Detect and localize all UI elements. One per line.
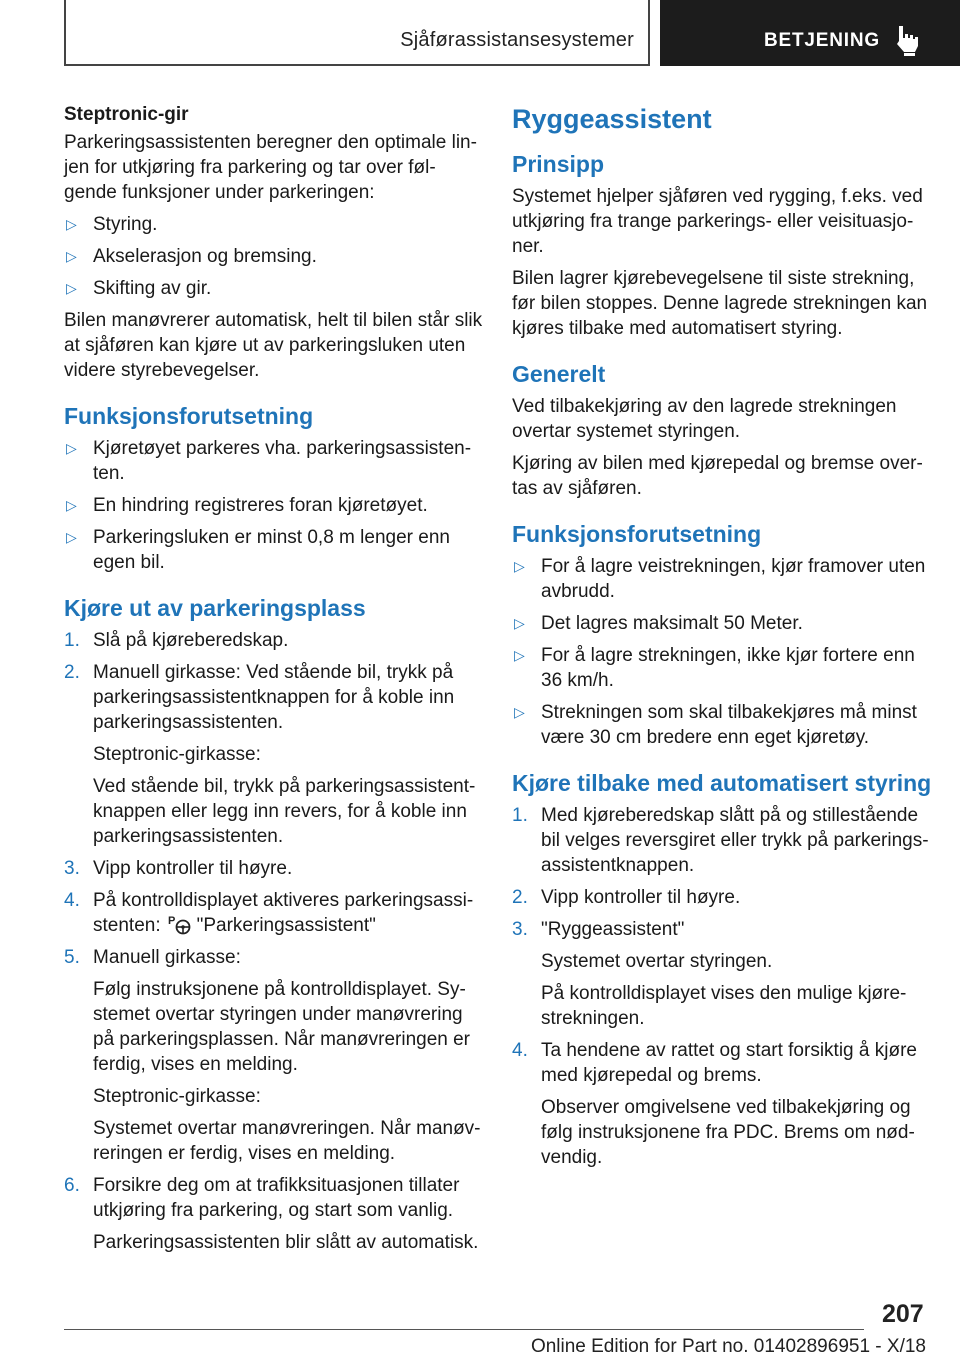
step-item: 1. Slå på kjøreberedskap. (64, 630, 289, 651)
step-number: 4. (64, 890, 80, 911)
list-item: ▷ Parkeringsluken er minst 0,8 m lenger enn egen bil. (66, 527, 450, 573)
function-list (64, 212, 484, 301)
list-item: ▷ Kjøretøyet parkeres vha. parkeringsassisten-ten. (66, 438, 472, 484)
triangle-bullet-icon: ▷ (514, 615, 525, 631)
header-section-title: Sjåførassistansesystemer (400, 29, 634, 51)
general-heading: Generelt (512, 361, 606, 387)
general-paragraph: Ved tilbakekjøring av den lagrede strekningen overtar systemet styringen. (512, 396, 897, 442)
header-chapter-tab (660, 0, 960, 66)
triangle-bullet-icon: ▷ (66, 440, 77, 456)
step-number: 4. (512, 1040, 528, 1061)
step-number: 3. (64, 858, 80, 879)
svg-text:P: P (167, 915, 175, 927)
step-number: 5. (64, 947, 80, 968)
pointing-hand-icon (892, 24, 922, 56)
after-paragraph: Bilen manøvrerer automatisk, helt til bilen står slik at sjåføren kan kjøre ut av parkeringsluken uten videre styrebevegelser. (64, 310, 483, 381)
step-item: 6. Forsikre deg om at trafikksituasjonen tillater utkjøring fra parkering, og start som vanlig. Parkeringsassistenten blir slått av automatisk. (64, 1175, 479, 1253)
parking-assistant-icon (167, 913, 193, 935)
header-chapter-title: BETJENING (764, 30, 880, 51)
step-item: 3. "Ryggeassistent" Systemet overtar styringen. På kontrolldisplayet vises den mulige kjøre-strekningen. (512, 919, 907, 1029)
principle-paragraph: Bilen lagrer kjørebevegelsene til siste strekning, før bilen stoppes. Denne lagrede strekningen kan kjøres tilbake med automatisert styring. (512, 268, 928, 339)
list-item: ▷ Strekningen som skal tilbakekjøres må minst være 30 cm bredere enn eget kjøretøy. (514, 702, 917, 748)
principle-paragraph: Systemet hjelper sjåføren ved rygging, f.eks. ved utkjøring fra trange parkerings- eller veisituasjo-ner. (512, 186, 923, 257)
steptronic-heading: Steptronic-gir (64, 104, 189, 125)
step-number: 3. (512, 919, 528, 940)
triangle-bullet-icon: ▷ (66, 216, 77, 232)
list-item: ▷ En hindring registreres foran kjøretøyet. (66, 495, 428, 516)
exit-steps (64, 628, 484, 1255)
triangle-bullet-icon: ▷ (514, 647, 525, 663)
step-item: 4. Ta hendene av rattet og start forsiktig å kjøre med kjørepedal og brems. Observer omgivelsene ved tilbakekjøring og følg instruksjonene fra PDC. Brems om nød-vendig. (512, 1040, 917, 1168)
step-item: 2. Vipp kontroller til høyre. (512, 887, 741, 908)
left-column (64, 100, 484, 1262)
exit-heading: Kjøre ut av parkeringsplass (64, 595, 366, 621)
step-item: 1. Med kjøreberedskap slått på og stillestående bil velges reversgiret eller trykk på parkerings-assistentknappen. (512, 805, 929, 876)
right-column (512, 100, 932, 1177)
principle-heading: Prinsipp (512, 151, 605, 177)
step-item: 4. På kontrolldisplayet aktiveres parkeringsassi-stenten: P "Parkeringsassistent" (64, 890, 474, 936)
triangle-bullet-icon: ▷ (66, 529, 77, 545)
prereq-heading: Funksjonsforutsetning (64, 403, 314, 429)
list-item: ▷ For å lagre veistrekningen, kjør framover uten avbrudd. (514, 556, 926, 602)
step-item: 3. Vipp kontroller til høyre. (64, 858, 293, 879)
prereq-list (64, 436, 484, 575)
step-item: 5. Manuell girkasse: Følg instruksjonene på kontrolldisplayet. Sy-stemet overtar styringen under manøvrering på parkeringsplassen. Når manøvreringen er ferdig, vises en melding. Steptronic-girkasse: Systemet overtar manøvreringen. Når manøv-reringen er ferdig, vises en melding. (64, 947, 481, 1164)
step-item: 2. Manuell girkasse: Ved stående bil, trykk på parkeringsassistentknappen for å koble inn parkeringsassistenten. Steptronic-girkasse: Ved stående bil, trykk på parkeringsassistent-knappen eller legg inn revers, for å koble inn parkeringsassistenten. (64, 662, 476, 847)
auto-steps (512, 803, 932, 1170)
step-number: 2. (512, 887, 528, 908)
page-number: 207 (882, 1300, 924, 1328)
footer-edition: Online Edition for Part no. 01402896951 - X/18 (530, 1336, 926, 1357)
triangle-bullet-icon: ▷ (66, 248, 77, 264)
list-item: ▷ For å lagre strekningen, ikke kjør fortere enn 36 km/h. (514, 645, 915, 691)
auto-heading: Kjøre tilbake med automatisert styring (512, 770, 932, 796)
list-item: ▷ Akselerasjon og bremsing. (66, 246, 317, 267)
triangle-bullet-icon: ▷ (66, 280, 77, 296)
list-item: ▷ Styring. (66, 214, 158, 235)
step-number: 1. (512, 805, 528, 826)
footer-divider (64, 1329, 864, 1330)
prereq-list (512, 554, 932, 750)
prereq-heading: Funksjonsforutsetning (512, 521, 762, 547)
header-section-frame (64, 0, 650, 66)
triangle-bullet-icon: ▷ (514, 704, 525, 720)
list-item: ▷ Det lagres maksimalt 50 Meter. (514, 613, 803, 634)
step-number: 6. (64, 1175, 80, 1196)
triangle-bullet-icon: ▷ (514, 558, 525, 574)
general-paragraph: Kjøring av bilen med kjørepedal og bremse over-tas av sjåføren. (512, 453, 923, 499)
step-number: 2. (64, 662, 80, 683)
triangle-bullet-icon: ▷ (66, 497, 77, 513)
list-item: ▷ Skifting av gir. (66, 278, 212, 299)
page-title: Ryggeassistent (512, 104, 712, 134)
step-number: 1. (64, 630, 80, 651)
intro-paragraph: Parkeringsassistenten beregner den optimale lin-jen for utkjøring fra parkering og tar over føl-gende funksjoner under parkeringen: (64, 132, 477, 203)
